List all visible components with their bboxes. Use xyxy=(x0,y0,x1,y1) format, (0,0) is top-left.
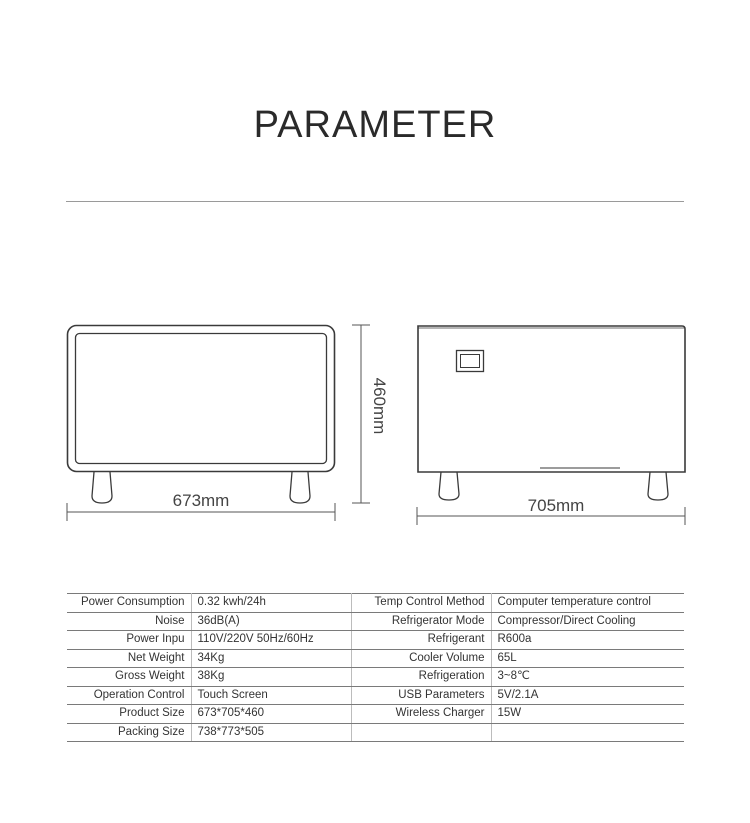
height-dimension-line xyxy=(352,325,370,503)
front-inner-panel xyxy=(76,334,327,464)
spec-table xyxy=(67,593,684,742)
side-body xyxy=(418,326,685,472)
spec-label: Net Weight xyxy=(67,649,191,668)
front-outer-body xyxy=(68,326,335,472)
spec-label: Packing Size xyxy=(67,723,191,742)
spec-value: 673*705*460 xyxy=(191,705,351,724)
spec-label: Refrigerator Mode xyxy=(351,612,491,631)
spec-label: Cooler Volume xyxy=(351,649,491,668)
height-label: 460mm xyxy=(370,377,389,435)
table-row xyxy=(67,705,684,724)
front-view-drawing xyxy=(68,326,335,504)
depth-label: 705mm xyxy=(527,496,585,515)
spec-value: 36dB(A) xyxy=(191,612,351,631)
spec-value: 738*773*505 xyxy=(191,723,351,742)
spec-value: 110V/220V 50Hz/60Hz xyxy=(191,631,351,650)
spec-label: USB Parameters xyxy=(351,686,491,705)
spec-value: R600a xyxy=(491,631,684,650)
spec-value: Computer temperature control xyxy=(491,594,684,613)
side-left-leg xyxy=(439,472,459,500)
side-view-drawing xyxy=(418,326,685,500)
front-left-leg xyxy=(92,472,112,503)
spec-label: Product Size xyxy=(67,705,191,724)
spec-table-body xyxy=(67,594,684,742)
spec-value: 5V/2.1A xyxy=(491,686,684,705)
spec-value: 15W xyxy=(491,705,684,724)
spec-label: Noise xyxy=(67,612,191,631)
table-row xyxy=(67,594,684,613)
table-row xyxy=(67,686,684,705)
table-row xyxy=(67,723,684,742)
spec-label: Wireless Charger xyxy=(351,705,491,724)
spec-label xyxy=(351,723,491,742)
table-row xyxy=(67,649,684,668)
spec-value: 65L xyxy=(491,649,684,668)
spec-label: Power Consumption xyxy=(67,594,191,613)
table-row xyxy=(67,631,684,650)
table-row xyxy=(67,612,684,631)
front-right-leg xyxy=(290,472,310,503)
spec-value: Compressor/Direct Cooling xyxy=(491,612,684,631)
spec-label: Power Inpu xyxy=(67,631,191,650)
width-label: 673mm xyxy=(172,491,230,510)
spec-label: Temp Control Method xyxy=(351,594,491,613)
spec-value: 3~8℃ xyxy=(491,668,684,687)
spec-value: 38Kg xyxy=(191,668,351,687)
spec-label: Refrigerant xyxy=(351,631,491,650)
spec-value: Touch Screen xyxy=(191,686,351,705)
table-row xyxy=(67,668,684,687)
side-right-leg xyxy=(648,472,668,500)
spec-label: Refrigeration xyxy=(351,668,491,687)
spec-label: Gross Weight xyxy=(67,668,191,687)
page-title: PARAMETER xyxy=(253,104,497,146)
spec-value xyxy=(491,723,684,742)
spec-value: 34Kg xyxy=(191,649,351,668)
spec-label: Operation Control xyxy=(67,686,191,705)
spec-value: 0.32 kwh/24h xyxy=(191,594,351,613)
